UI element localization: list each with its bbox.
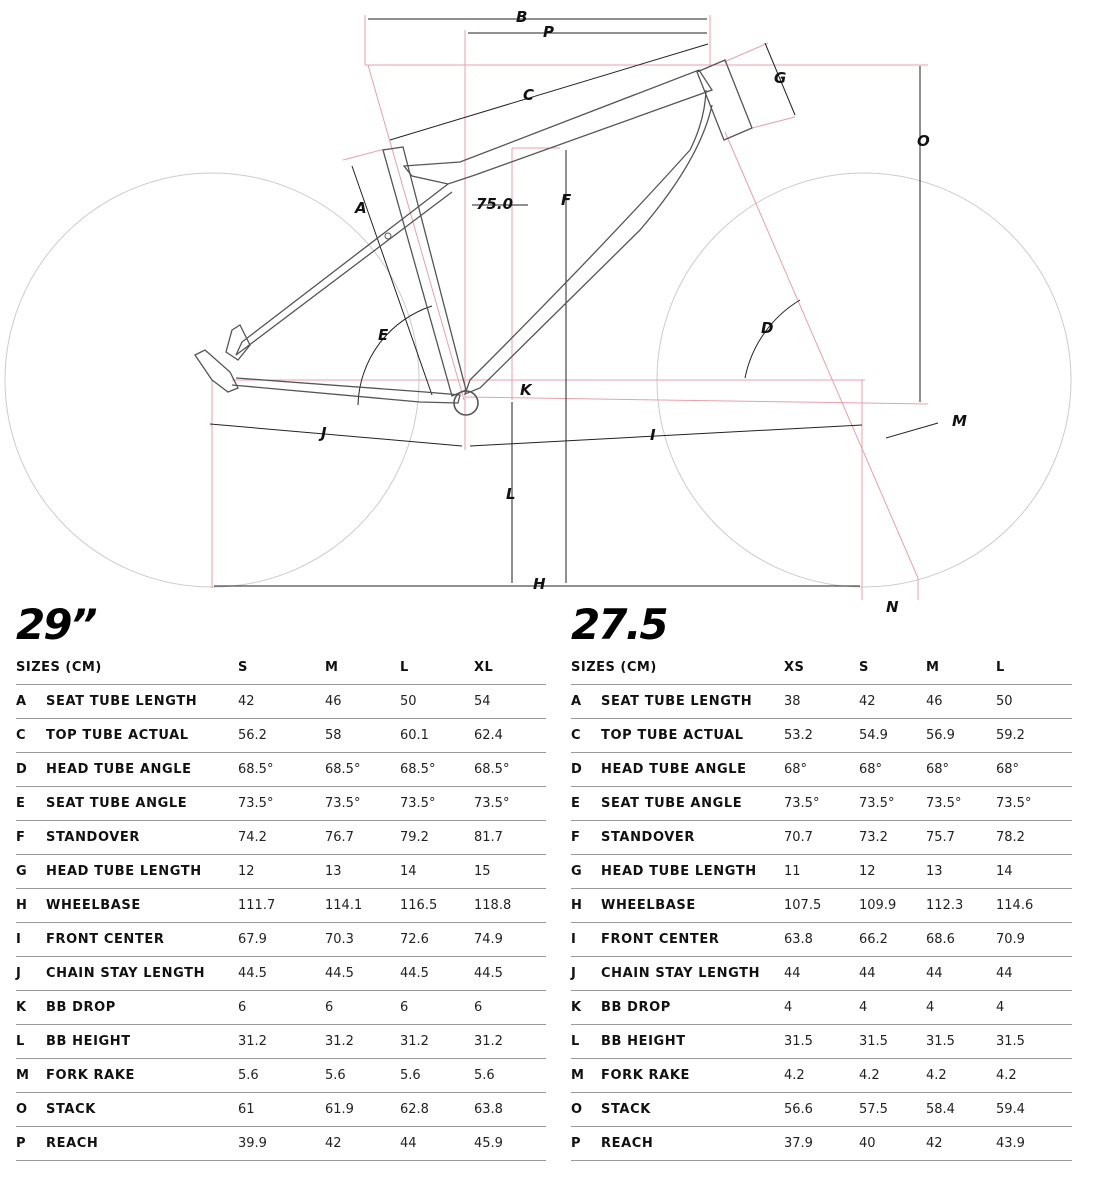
row-value: 44: [859, 957, 926, 991]
table-row: [16, 923, 546, 957]
table-row: [16, 787, 546, 821]
table-body: [16, 685, 546, 1161]
table-row: [571, 1059, 1072, 1093]
row-value: 44.5: [474, 957, 546, 991]
section-title-29: 29”: [16, 600, 96, 649]
row-label: STANDOVER: [46, 821, 238, 855]
section-title-275: 27.5: [571, 600, 667, 649]
table-row: [571, 923, 1072, 957]
header-sizes: SIZES (CM): [16, 650, 238, 685]
row-value: 6: [325, 991, 400, 1025]
row-value: 6: [238, 991, 325, 1025]
table-row: [16, 753, 546, 787]
row-value: 68.5°: [325, 753, 400, 787]
row-value: 43.9: [996, 1127, 1072, 1161]
row-code: I: [16, 923, 46, 957]
row-code: G: [16, 855, 46, 889]
row-value: 44: [784, 957, 859, 991]
row-value: 73.5°: [859, 787, 926, 821]
dim-label-l: L: [506, 485, 516, 503]
row-value: 68.5°: [238, 753, 325, 787]
row-value: 62.8: [400, 1093, 474, 1127]
row-value: 67.9: [238, 923, 325, 957]
table-row: [571, 991, 1072, 1025]
row-label: WHEELBASE: [601, 889, 784, 923]
header-size-l: L: [400, 650, 474, 685]
row-code: I: [571, 923, 601, 957]
row-value: 66.2: [859, 923, 926, 957]
row-code: A: [571, 685, 601, 719]
row-label: BB DROP: [46, 991, 238, 1025]
row-label: SEAT TUBE ANGLE: [601, 787, 784, 821]
row-value: 56.9: [926, 719, 996, 753]
row-value: 38: [784, 685, 859, 719]
row-label: CHAIN STAY LENGTH: [601, 957, 784, 991]
rear-brake: [226, 325, 250, 360]
dim-label-c: C: [523, 86, 535, 104]
row-code: C: [16, 719, 46, 753]
row-value: 68.5°: [400, 753, 474, 787]
row-value: 4: [926, 991, 996, 1025]
row-value: 44.5: [400, 957, 474, 991]
row-value: 13: [325, 855, 400, 889]
row-value: 63.8: [474, 1093, 546, 1127]
table-header: [16, 650, 546, 685]
row-value: 5.6: [325, 1059, 400, 1093]
table-row: [16, 889, 546, 923]
dim-label-e: E: [378, 326, 389, 344]
row-value: 73.5°: [784, 787, 859, 821]
row-value: 73.5°: [400, 787, 474, 821]
row-code: L: [571, 1025, 601, 1059]
row-value: 44: [926, 957, 996, 991]
row-code: H: [571, 889, 601, 923]
dim-label-h: H: [533, 575, 546, 593]
row-value: 73.5°: [325, 787, 400, 821]
table-row: [16, 719, 546, 753]
row-code: G: [571, 855, 601, 889]
row-value: 6: [474, 991, 546, 1025]
row-label: FORK RAKE: [46, 1059, 238, 1093]
row-value: 11: [784, 855, 859, 889]
top-tube: [404, 70, 712, 184]
row-label: BB HEIGHT: [46, 1025, 238, 1059]
row-value: 12: [238, 855, 325, 889]
row-value: 31.5: [996, 1025, 1072, 1059]
row-label: SEAT TUBE LENGTH: [46, 685, 238, 719]
row-value: 56.6: [784, 1093, 859, 1127]
row-value: 73.5°: [996, 787, 1072, 821]
row-label: SEAT TUBE LENGTH: [601, 685, 784, 719]
row-label: STANDOVER: [601, 821, 784, 855]
row-value: 68°: [784, 753, 859, 787]
row-value: 31.5: [784, 1025, 859, 1059]
header-size-m: M: [926, 650, 996, 685]
dim-label-f: F: [561, 191, 572, 209]
header-size-xl: XL: [474, 650, 546, 685]
table-row: [571, 1093, 1072, 1127]
row-code: D: [571, 753, 601, 787]
row-value: 4: [996, 991, 1072, 1025]
bottle-mount: [385, 233, 391, 239]
row-code: J: [571, 957, 601, 991]
dim-label-j: J: [321, 424, 327, 442]
dim-label-a: A: [355, 199, 367, 217]
row-label: WHEELBASE: [46, 889, 238, 923]
row-value: 4.2: [784, 1059, 859, 1093]
dimension-labels: [318, 8, 967, 593]
row-value: 45.9: [474, 1127, 546, 1161]
table-row: [571, 1025, 1072, 1059]
rake-offset-marker: [840, 590, 940, 625]
row-value: 73.2: [859, 821, 926, 855]
row-value: 50: [400, 685, 474, 719]
row-value: 56.2: [238, 719, 325, 753]
table-row: [16, 957, 546, 991]
row-label: STACK: [601, 1093, 784, 1127]
dim-label-d: D: [761, 319, 774, 337]
row-value: 39.9: [238, 1127, 325, 1161]
row-value: 58: [325, 719, 400, 753]
row-value: 46: [926, 685, 996, 719]
dimension-lines: [212, 15, 928, 600]
row-value: 31.2: [400, 1025, 474, 1059]
row-code: A: [16, 685, 46, 719]
row-value: 4.2: [996, 1059, 1072, 1093]
table-row: [571, 889, 1072, 923]
row-value: 112.3: [926, 889, 996, 923]
seat-angle-value: 75.0: [476, 195, 514, 213]
row-label: STACK: [46, 1093, 238, 1127]
row-value: 74.9: [474, 923, 546, 957]
table-row: [16, 855, 546, 889]
row-value: 44.5: [238, 957, 325, 991]
table-row: [16, 1025, 546, 1059]
dim-label-g: G: [774, 69, 787, 87]
row-value: 53.2: [784, 719, 859, 753]
row-value: 31.2: [325, 1025, 400, 1059]
row-code: K: [16, 991, 46, 1025]
table-row: [16, 1059, 546, 1093]
row-value: 63.8: [784, 923, 859, 957]
row-value: 5.6: [400, 1059, 474, 1093]
row-code: J: [16, 957, 46, 991]
header-size-l: L: [996, 650, 1072, 685]
row-value: 60.1: [400, 719, 474, 753]
row-value: 107.5: [784, 889, 859, 923]
table-row: [16, 821, 546, 855]
row-label: HEAD TUBE ANGLE: [601, 753, 784, 787]
row-code: P: [571, 1127, 601, 1161]
row-label: FRONT CENTER: [46, 923, 238, 957]
row-code: F: [571, 821, 601, 855]
row-label: BB HEIGHT: [601, 1025, 784, 1059]
row-value: 118.8: [474, 889, 546, 923]
row-value: 42: [926, 1127, 996, 1161]
row-label: REACH: [46, 1127, 238, 1161]
row-code: O: [16, 1093, 46, 1127]
row-code: P: [16, 1127, 46, 1161]
row-value: 68°: [859, 753, 926, 787]
table-row: [16, 1093, 546, 1127]
row-value: 54: [474, 685, 546, 719]
row-label: HEAD TUBE LENGTH: [601, 855, 784, 889]
row-value: 42: [859, 685, 926, 719]
row-value: 15: [474, 855, 546, 889]
row-value: 68°: [996, 753, 1072, 787]
row-value: 61.9: [325, 1093, 400, 1127]
row-code: H: [16, 889, 46, 923]
row-value: 58.4: [926, 1093, 996, 1127]
table-row: [571, 685, 1072, 719]
row-value: 78.2: [996, 821, 1072, 855]
row-value: 70.7: [784, 821, 859, 855]
row-value: 73.5°: [474, 787, 546, 821]
row-code: M: [16, 1059, 46, 1093]
dim-label-k: K: [520, 381, 532, 399]
row-label: HEAD TUBE LENGTH: [46, 855, 238, 889]
row-value: 4.2: [859, 1059, 926, 1093]
row-value: 68°: [926, 753, 996, 787]
header-size-m: M: [325, 650, 400, 685]
row-value: 79.2: [400, 821, 474, 855]
dim-label-p: P: [543, 23, 554, 41]
table-row: [571, 855, 1072, 889]
table-row: [571, 787, 1072, 821]
row-code: C: [571, 719, 601, 753]
row-value: 111.7: [238, 889, 325, 923]
row-value: 81.7: [474, 821, 546, 855]
row-value: 31.5: [859, 1025, 926, 1059]
header-sizes: SIZES (CM): [571, 650, 784, 685]
row-code: L: [16, 1025, 46, 1059]
bike-frame: [195, 60, 752, 403]
row-value: 72.6: [400, 923, 474, 957]
dim-label-i: I: [650, 426, 656, 444]
row-value: 31.2: [474, 1025, 546, 1059]
row-value: 54.9: [859, 719, 926, 753]
row-value: 4: [859, 991, 926, 1025]
seat-tube: [383, 147, 466, 396]
row-value: 31.2: [238, 1025, 325, 1059]
row-value: 5.6: [474, 1059, 546, 1093]
down-tube: [465, 90, 712, 394]
table-row: [571, 957, 1072, 991]
row-label: SEAT TUBE ANGLE: [46, 787, 238, 821]
row-value: 76.7: [325, 821, 400, 855]
row-value: 5.6: [238, 1059, 325, 1093]
table-row: [16, 685, 546, 719]
row-value: 14: [996, 855, 1072, 889]
row-code: M: [571, 1059, 601, 1093]
row-value: 42: [325, 1127, 400, 1161]
table-header: [571, 650, 1072, 685]
row-code: O: [571, 1093, 601, 1127]
row-value: 73.5°: [238, 787, 325, 821]
row-code: K: [571, 991, 601, 1025]
row-value: 68.5°: [474, 753, 546, 787]
row-value: 37.9: [784, 1127, 859, 1161]
dim-label-b: B: [516, 8, 528, 26]
geometry-table-275: [571, 650, 1072, 1161]
row-value: 40: [859, 1127, 926, 1161]
row-code: D: [16, 753, 46, 787]
row-value: 59.4: [996, 1093, 1072, 1127]
row-value: 73.5°: [926, 787, 996, 821]
row-code: F: [16, 821, 46, 855]
row-value: 14: [400, 855, 474, 889]
row-value: 42: [238, 685, 325, 719]
table-row: [571, 719, 1072, 753]
row-label: FORK RAKE: [601, 1059, 784, 1093]
geometry-table-29: [16, 650, 546, 1161]
header-size-s: S: [238, 650, 325, 685]
dim-label-m: M: [952, 412, 967, 430]
table-row: [16, 991, 546, 1025]
row-label: CHAIN STAY LENGTH: [46, 957, 238, 991]
row-label: FRONT CENTER: [601, 923, 784, 957]
row-value: 44: [400, 1127, 474, 1161]
row-value: 50: [996, 685, 1072, 719]
dim-label-o: O: [917, 132, 930, 150]
row-value: 114.6: [996, 889, 1072, 923]
table-row: [571, 1127, 1072, 1161]
table-row: [16, 1127, 546, 1161]
row-label: TOP TUBE ACTUAL: [46, 719, 238, 753]
row-value: 114.1: [325, 889, 400, 923]
table-row: [571, 821, 1072, 855]
row-value: 46: [325, 685, 400, 719]
row-label: TOP TUBE ACTUAL: [601, 719, 784, 753]
row-value: 44: [996, 957, 1072, 991]
row-value: 75.7: [926, 821, 996, 855]
row-value: 57.5: [859, 1093, 926, 1127]
row-value: 74.2: [238, 821, 325, 855]
row-value: 61: [238, 1093, 325, 1127]
row-value: 44.5: [325, 957, 400, 991]
header-size-xs: XS: [784, 650, 859, 685]
row-value: 13: [926, 855, 996, 889]
table-body: [571, 685, 1072, 1161]
row-value: 70.3: [325, 923, 400, 957]
header-size-s: S: [859, 650, 926, 685]
row-value: 4.2: [926, 1059, 996, 1093]
table-row: [571, 753, 1072, 787]
row-label: HEAD TUBE ANGLE: [46, 753, 238, 787]
dim-label-n: N: [886, 598, 899, 616]
row-code: E: [571, 787, 601, 821]
row-value: 109.9: [859, 889, 926, 923]
row-value: 12: [859, 855, 926, 889]
row-value: 31.5: [926, 1025, 996, 1059]
row-value: 116.5: [400, 889, 474, 923]
row-value: 62.4: [474, 719, 546, 753]
row-value: 6: [400, 991, 474, 1025]
row-label: BB DROP: [601, 991, 784, 1025]
row-value: 59.2: [996, 719, 1072, 753]
row-value: 70.9: [996, 923, 1072, 957]
row-label: REACH: [601, 1127, 784, 1161]
dimension-arrows: [210, 19, 938, 600]
row-value: 68.6: [926, 923, 996, 957]
row-value: 4: [784, 991, 859, 1025]
chain-stay: [232, 378, 460, 403]
row-code: E: [16, 787, 46, 821]
